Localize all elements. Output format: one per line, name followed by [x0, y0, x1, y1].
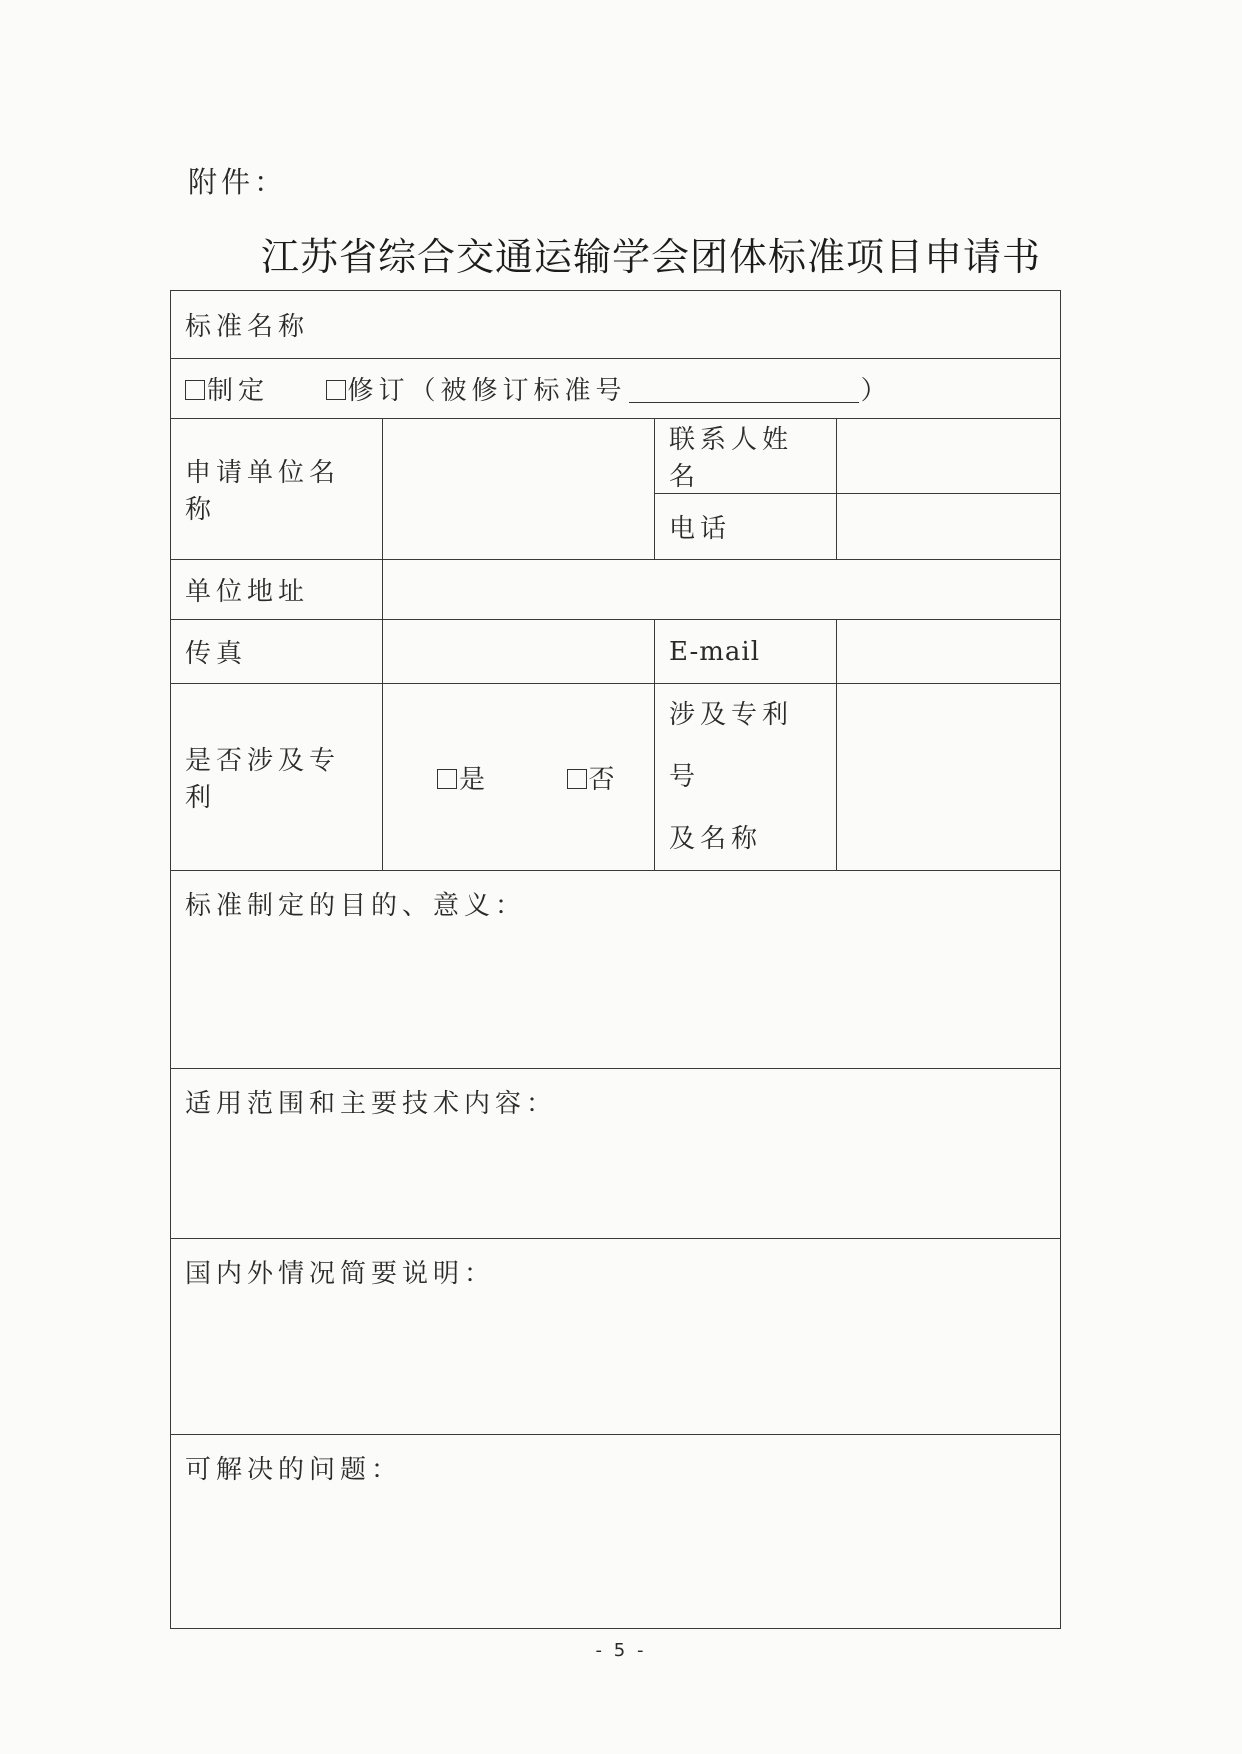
formulate-label: 制定: [207, 376, 270, 406]
fax-field[interactable]: [383, 620, 655, 684]
contact-name-label: 联系人姓名: [669, 425, 794, 492]
fax-label-cell: [171, 620, 383, 684]
applicant-unit-field[interactable]: [383, 419, 655, 560]
standard-name-row[interactable]: [171, 291, 1061, 359]
document-title: [0, 226, 1242, 281]
revise-close-paren: ）: [860, 376, 892, 406]
problems-label: 可解决的问题：: [185, 1455, 403, 1485]
email-label: E-mail: [669, 636, 761, 667]
revised-standard-number-field[interactable]: [629, 378, 859, 403]
formulate-checkbox[interactable]: [185, 380, 205, 400]
revise-label: 修订（被修订标准号: [347, 376, 627, 406]
application-form: [170, 290, 1061, 1629]
problems-field[interactable]: [171, 1435, 1061, 1629]
patent-choice-cell: [383, 684, 655, 871]
purpose-label: 标准制定的目的、意义：: [185, 891, 527, 921]
patent-number-label-line1: 涉及专利号: [669, 700, 794, 792]
patent-yes-checkbox[interactable]: [437, 769, 457, 789]
patent-number-label-cell: [655, 684, 837, 871]
page-number: - 5 -: [595, 1640, 647, 1661]
standard-name-label: 标准名称: [185, 312, 310, 342]
patent-involved-label-cell: [171, 684, 383, 871]
title-text: 江苏省综合交通运输学会团体标准项目申请书: [260, 235, 1041, 279]
scope-field[interactable]: [171, 1069, 1061, 1239]
patent-number-label-line2: 及名称: [669, 824, 763, 854]
patent-involved-label: 是否涉及专利: [185, 746, 341, 813]
contact-name-field[interactable]: [837, 419, 1061, 494]
fax-label: 传真: [185, 639, 248, 669]
standard-type-row: [171, 359, 1061, 419]
email-field[interactable]: [837, 620, 1061, 684]
patent-yes-label: 是: [459, 764, 491, 795]
contact-name-label-cell: [655, 419, 837, 494]
phone-field[interactable]: [837, 494, 1061, 560]
unit-address-label: 单位地址: [185, 577, 310, 607]
phone-label: 电话: [669, 514, 732, 544]
revise-checkbox[interactable]: [326, 380, 346, 400]
purpose-field[interactable]: [171, 871, 1061, 1069]
applicant-unit-label-cell: [171, 419, 383, 560]
phone-label-cell: [655, 494, 837, 560]
patent-number-field[interactable]: [837, 684, 1061, 871]
patent-no-label: 否: [588, 764, 620, 795]
situation-field[interactable]: [171, 1239, 1061, 1435]
unit-address-field[interactable]: [383, 560, 1061, 620]
attachment-label: 附件：: [188, 165, 288, 199]
situation-label: 国内外情况简要说明：: [185, 1259, 496, 1289]
scope-label: 适用范围和主要技术内容：: [185, 1089, 558, 1119]
unit-address-label-cell: [171, 560, 383, 620]
patent-no-checkbox[interactable]: [567, 769, 587, 789]
applicant-unit-label: 申请单位名称: [185, 458, 341, 525]
email-label-cell: [655, 620, 837, 684]
